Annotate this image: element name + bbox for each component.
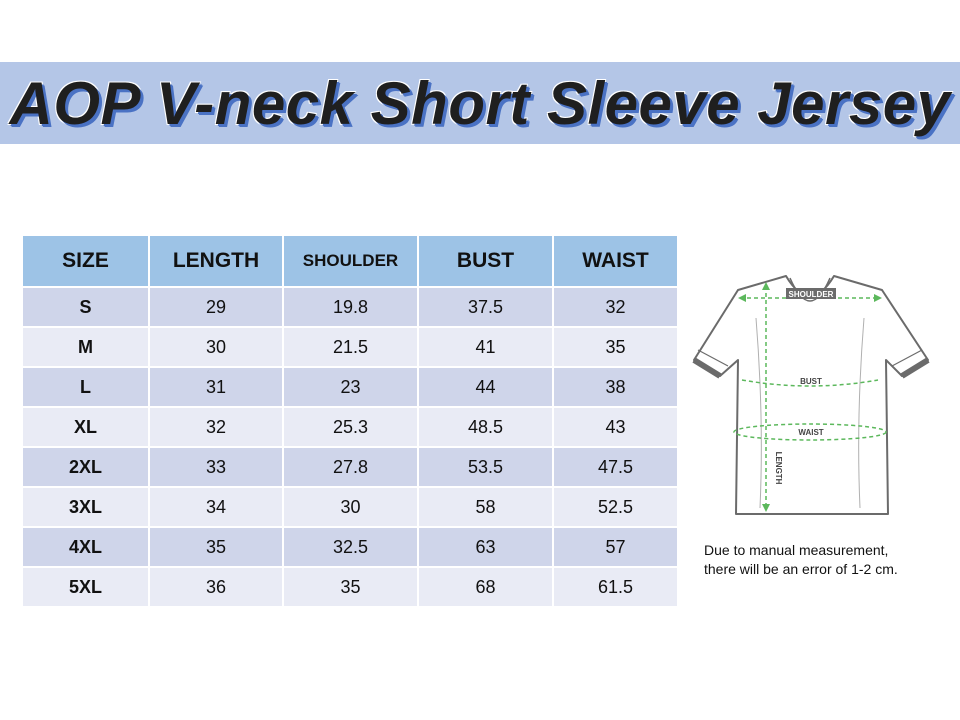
bust-cell: 48.5 [418, 407, 553, 447]
size-cell: 2XL [22, 447, 149, 487]
header-shoulder: SHOULDER [283, 235, 418, 287]
bust-cell: 37.5 [418, 287, 553, 327]
length-cell: 32 [149, 407, 283, 447]
length-cell: 30 [149, 327, 283, 367]
note-line-1: Due to manual measurement, [704, 542, 889, 558]
bust-cell: 41 [418, 327, 553, 367]
shoulder-label: SHOULDER [788, 290, 834, 299]
table-row [22, 367, 678, 407]
waist-cell: 38 [553, 367, 678, 407]
table-row [22, 527, 678, 567]
shoulder-cell: 19.8 [283, 287, 418, 327]
shoulder-cell: 30 [283, 487, 418, 527]
table-row [22, 287, 678, 327]
waist-cell: 57 [553, 527, 678, 567]
header-size: SIZE [22, 235, 149, 287]
waist-cell: 52.5 [553, 487, 678, 527]
length-cell: 33 [149, 447, 283, 487]
table-row [22, 327, 678, 367]
bust-cell: 68 [418, 567, 553, 607]
waist-cell: 32 [553, 287, 678, 327]
shoulder-cell: 32.5 [283, 527, 418, 567]
note-line-2: there will be an error of 1-2 cm. [704, 561, 898, 577]
jersey-outline [694, 276, 928, 514]
measurement-note [704, 541, 954, 579]
shoulder-cell: 27.8 [283, 447, 418, 487]
header-length: LENGTH [149, 235, 283, 287]
size-chart-table [21, 234, 679, 608]
length-cell: 34 [149, 487, 283, 527]
length-cell: 35 [149, 527, 283, 567]
header-bust: BUST [418, 235, 553, 287]
length-cell: 31 [149, 367, 283, 407]
jersey-measurement-diagram [690, 268, 930, 528]
length-cell: 36 [149, 567, 283, 607]
waist-label: WAIST [798, 428, 824, 437]
size-cell: 5XL [22, 567, 149, 607]
table-row [22, 447, 678, 487]
bust-cell: 44 [418, 367, 553, 407]
shoulder-cell: 35 [283, 567, 418, 607]
shoulder-cell: 23 [283, 367, 418, 407]
size-cell: L [22, 367, 149, 407]
bust-cell: 53.5 [418, 447, 553, 487]
waist-cell: 61.5 [553, 567, 678, 607]
shoulder-cell: 21.5 [283, 327, 418, 367]
waist-cell: 47.5 [553, 447, 678, 487]
bust-cell: 63 [418, 527, 553, 567]
size-cell: S [22, 287, 149, 327]
bust-label: BUST [800, 377, 822, 386]
table-row [22, 407, 678, 447]
table-row [22, 487, 678, 527]
bust-cell: 58 [418, 487, 553, 527]
size-cell: 4XL [22, 527, 149, 567]
waist-cell: 35 [553, 327, 678, 367]
size-cell: XL [22, 407, 149, 447]
length-label: LENGTH [774, 451, 783, 485]
length-cell: 29 [149, 287, 283, 327]
waist-cell: 43 [553, 407, 678, 447]
table-header-row [22, 235, 678, 287]
table-row [22, 567, 678, 607]
page-title: AOP V-neck Short Sleeve Jersey [9, 69, 951, 137]
shoulder-cell: 25.3 [283, 407, 418, 447]
size-cell: M [22, 327, 149, 367]
size-cell: 3XL [22, 487, 149, 527]
header-waist: WAIST [553, 235, 678, 287]
